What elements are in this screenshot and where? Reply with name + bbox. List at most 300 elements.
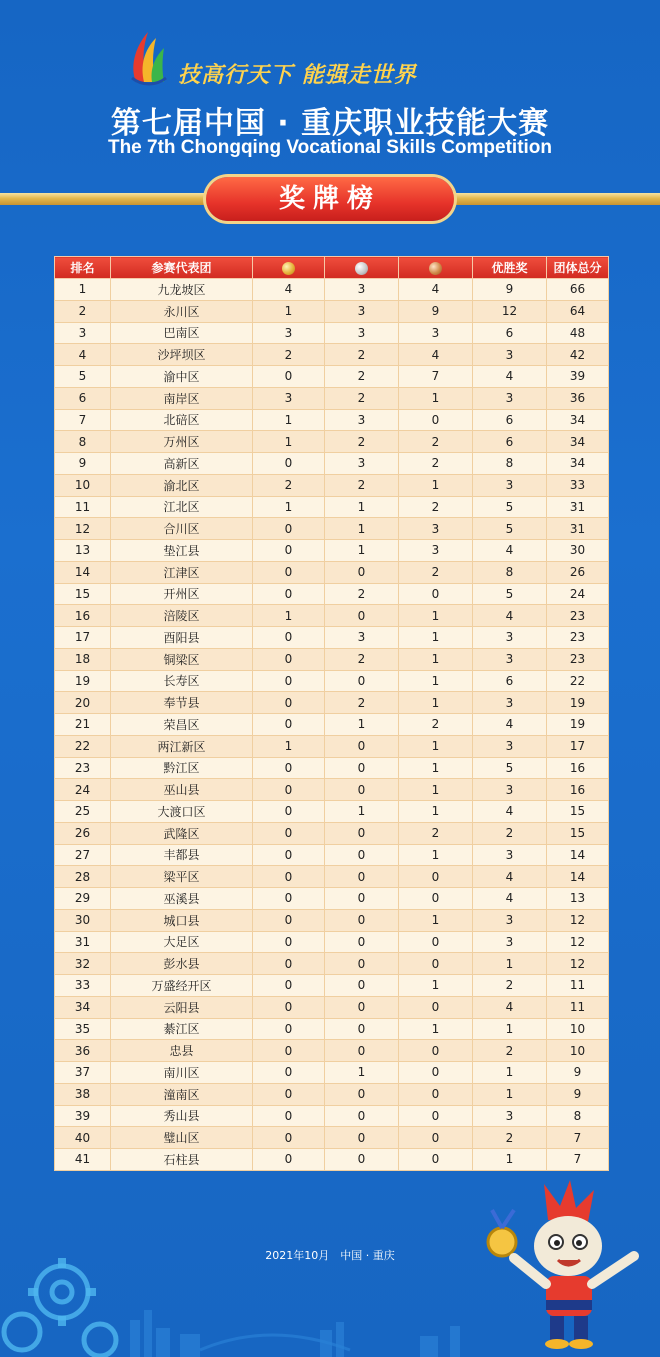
col-excellence-header: 优胜奖 [473,257,547,279]
gold-count-cell: 0 [253,888,325,910]
bronze-count-cell: 0 [399,409,473,431]
team-cell: 大足区 [111,931,253,953]
rank-cell: 26 [55,822,111,844]
table-row [55,670,609,692]
team-cell: 北碚区 [111,409,253,431]
total-score-cell: 31 [547,518,609,540]
silver-count-cell: 3 [325,453,399,475]
silver-count-cell: 2 [325,583,399,605]
total-score-cell: 11 [547,975,609,997]
table-row [55,474,609,496]
silver-count-cell: 3 [325,300,399,322]
table-row [55,1018,609,1040]
table-row [55,518,609,540]
total-score-cell: 10 [547,1018,609,1040]
excellence-count-cell: 3 [473,387,547,409]
bronze-count-cell: 2 [399,453,473,475]
team-cell: 垫江县 [111,540,253,562]
col-silver-header [325,257,399,279]
bronze-count-cell: 0 [399,866,473,888]
bronze-count-cell: 1 [399,692,473,714]
total-score-cell: 15 [547,822,609,844]
gold-count-cell: 0 [253,540,325,562]
total-score-cell: 64 [547,300,609,322]
team-cell: 江津区 [111,561,253,583]
rank-cell: 23 [55,757,111,779]
bronze-count-cell: 1 [399,844,473,866]
gold-count-cell: 0 [253,714,325,736]
excellence-count-cell: 3 [473,627,547,649]
total-score-cell: 12 [547,953,609,975]
gold-count-cell: 0 [253,1105,325,1127]
bronze-count-cell: 1 [399,648,473,670]
bronze-count-cell: 1 [399,1018,473,1040]
team-cell: 秀山县 [111,1105,253,1127]
rank-cell: 25 [55,801,111,823]
gold-count-cell: 1 [253,735,325,757]
bronze-count-cell: 0 [399,996,473,1018]
bronze-count-cell: 1 [399,670,473,692]
rank-cell: 32 [55,953,111,975]
col-bronze-header [399,257,473,279]
table-row [55,779,609,801]
excellence-count-cell: 4 [473,888,547,910]
rank-cell: 2 [55,300,111,322]
bronze-count-cell: 7 [399,366,473,388]
excellence-count-cell: 3 [473,692,547,714]
team-cell: 綦江区 [111,1018,253,1040]
gold-count-cell: 0 [253,1149,325,1171]
team-cell: 永川区 [111,300,253,322]
rank-cell: 34 [55,996,111,1018]
rank-cell: 18 [55,648,111,670]
rank-cell: 9 [55,453,111,475]
rank-cell: 19 [55,670,111,692]
gold-count-cell: 0 [253,801,325,823]
excellence-count-cell: 1 [473,1018,547,1040]
silver-count-cell: 2 [325,431,399,453]
team-cell: 万盛经开区 [111,975,253,997]
total-score-cell: 34 [547,431,609,453]
rank-cell: 29 [55,888,111,910]
bronze-count-cell: 1 [399,735,473,757]
total-score-cell: 23 [547,605,609,627]
gold-count-cell: 0 [253,1127,325,1149]
page-title: 第七届中国 · 重庆职业技能大赛 [110,106,550,141]
gold-count-cell: 0 [253,844,325,866]
silver-count-cell: 0 [325,1127,399,1149]
total-score-cell: 23 [547,627,609,649]
team-cell: 江北区 [111,496,253,518]
bronze-count-cell: 0 [399,1149,473,1171]
rank-cell: 21 [55,714,111,736]
silver-count-cell: 0 [325,996,399,1018]
total-score-cell: 39 [547,366,609,388]
total-score-cell: 33 [547,474,609,496]
header [0,0,660,180]
silver-count-cell: 3 [325,409,399,431]
table-row [55,496,609,518]
gold-count-cell: 0 [253,583,325,605]
gold-count-cell: 0 [253,1018,325,1040]
excellence-count-cell: 4 [473,714,547,736]
bronze-count-cell: 0 [399,1062,473,1084]
bronze-count-cell: 0 [399,1040,473,1062]
gold-count-cell: 1 [253,409,325,431]
city-skyline-icon [120,1300,540,1357]
excellence-count-cell: 4 [473,996,547,1018]
team-cell: 酉阳县 [111,627,253,649]
total-score-cell: 11 [547,996,609,1018]
excellence-count-cell: 4 [473,801,547,823]
total-score-cell: 15 [547,801,609,823]
excellence-count-cell: 8 [473,561,547,583]
excellence-count-cell: 1 [473,1083,547,1105]
gold-count-cell: 0 [253,648,325,670]
excellence-count-cell: 6 [473,409,547,431]
silver-count-cell: 0 [325,670,399,692]
table-row [55,627,609,649]
bronze-count-cell: 2 [399,496,473,518]
bronze-medal-icon [429,262,442,275]
gold-count-cell: 0 [253,931,325,953]
table-row [55,909,609,931]
rank-cell: 31 [55,931,111,953]
silver-count-cell: 0 [325,888,399,910]
table-row [55,344,609,366]
silver-count-cell: 0 [325,1018,399,1040]
total-score-cell: 16 [547,779,609,801]
silver-count-cell: 1 [325,801,399,823]
bronze-count-cell: 3 [399,518,473,540]
team-cell: 万州区 [111,431,253,453]
team-cell: 巫山县 [111,779,253,801]
total-score-cell: 8 [547,1105,609,1127]
silver-count-cell: 2 [325,692,399,714]
team-cell: 武隆区 [111,822,253,844]
rank-cell: 11 [55,496,111,518]
slogan: 技高行天下 能强走世界 [178,62,417,88]
excellence-count-cell: 9 [473,279,547,301]
bronze-count-cell: 1 [399,474,473,496]
table-row [55,844,609,866]
excellence-count-cell: 6 [473,670,547,692]
excellence-count-cell: 12 [473,300,547,322]
col-team-header: 参赛代表团 [111,257,253,279]
excellence-count-cell: 3 [473,648,547,670]
silver-count-cell: 0 [325,909,399,931]
mascot-icon [484,1180,650,1350]
team-cell: 两江新区 [111,735,253,757]
excellence-count-cell: 5 [473,757,547,779]
team-cell: 奉节县 [111,692,253,714]
excellence-count-cell: 6 [473,322,547,344]
rank-cell: 27 [55,844,111,866]
table-row [55,322,609,344]
table-row [55,1040,609,1062]
silver-count-cell: 0 [325,822,399,844]
table-row [55,822,609,844]
team-cell: 开州区 [111,583,253,605]
table-row [55,648,609,670]
silver-count-cell: 0 [325,757,399,779]
team-cell: 梁平区 [111,866,253,888]
gold-count-cell: 0 [253,909,325,931]
gold-count-cell: 0 [253,866,325,888]
gold-count-cell: 0 [253,561,325,583]
table-body [55,279,609,1171]
silver-count-cell: 2 [325,648,399,670]
rank-cell: 15 [55,583,111,605]
gold-count-cell: 0 [253,692,325,714]
excellence-count-cell: 8 [473,453,547,475]
total-score-cell: 9 [547,1062,609,1084]
rank-cell: 38 [55,1083,111,1105]
rank-cell: 30 [55,909,111,931]
table-row [55,1149,609,1171]
rank-cell: 1 [55,279,111,301]
total-score-cell: 26 [547,561,609,583]
table-row [55,387,609,409]
bronze-count-cell: 1 [399,627,473,649]
rank-cell: 13 [55,540,111,562]
bronze-count-cell: 1 [399,605,473,627]
gold-count-cell: 0 [253,1040,325,1062]
total-score-cell: 30 [547,540,609,562]
table-row [55,714,609,736]
gold-count-cell: 3 [253,387,325,409]
medal-table-banner: 奖牌榜 [206,177,454,221]
silver-count-cell: 2 [325,366,399,388]
gold-count-cell: 1 [253,300,325,322]
total-score-cell: 13 [547,888,609,910]
table-header-row [55,257,609,279]
excellence-count-cell: 5 [473,496,547,518]
bronze-count-cell: 4 [399,279,473,301]
table-row [55,1083,609,1105]
silver-count-cell: 0 [325,975,399,997]
gold-count-cell: 4 [253,279,325,301]
silver-count-cell: 0 [325,844,399,866]
team-cell: 大渡口区 [111,801,253,823]
gold-count-cell: 1 [253,496,325,518]
excellence-count-cell: 3 [473,735,547,757]
total-score-cell: 7 [547,1127,609,1149]
total-score-cell: 19 [547,714,609,736]
bronze-count-cell: 1 [399,779,473,801]
rank-cell: 36 [55,1040,111,1062]
excellence-count-cell: 3 [473,474,547,496]
total-score-cell: 22 [547,670,609,692]
table-row [55,409,609,431]
table-row [55,975,609,997]
medal-table [54,256,608,1171]
table-row [55,1105,609,1127]
rank-cell: 4 [55,344,111,366]
table-row [55,735,609,757]
table-row [55,692,609,714]
excellence-count-cell: 2 [473,975,547,997]
total-score-cell: 36 [547,387,609,409]
table-row [55,757,609,779]
total-score-cell: 17 [547,735,609,757]
gold-count-cell: 0 [253,822,325,844]
bronze-count-cell: 2 [399,561,473,583]
col-rank-header: 排名 [55,257,111,279]
silver-count-cell: 2 [325,474,399,496]
silver-count-cell: 1 [325,714,399,736]
excellence-count-cell: 3 [473,344,547,366]
excellence-count-cell: 5 [473,518,547,540]
gold-count-cell: 2 [253,474,325,496]
excellence-count-cell: 6 [473,431,547,453]
team-cell: 铜梁区 [111,648,253,670]
silver-count-cell: 0 [325,735,399,757]
silver-count-cell: 2 [325,387,399,409]
team-cell: 丰都县 [111,844,253,866]
rank-cell: 20 [55,692,111,714]
bronze-count-cell: 3 [399,322,473,344]
gold-count-cell: 0 [253,1083,325,1105]
table-row [55,453,609,475]
table-row [55,931,609,953]
excellence-count-cell: 4 [473,366,547,388]
excellence-count-cell: 3 [473,931,547,953]
team-cell: 南岸区 [111,387,253,409]
silver-count-cell: 3 [325,322,399,344]
gold-count-cell: 0 [253,518,325,540]
total-score-cell: 16 [547,757,609,779]
team-cell: 黔江区 [111,757,253,779]
silver-count-cell: 0 [325,1040,399,1062]
excellence-count-cell: 4 [473,540,547,562]
team-cell: 石柱县 [111,1149,253,1171]
total-score-cell: 23 [547,648,609,670]
gold-count-cell: 0 [253,1062,325,1084]
competition-logo-icon [128,28,168,86]
total-score-cell: 12 [547,931,609,953]
total-score-cell: 42 [547,344,609,366]
total-score-cell: 14 [547,844,609,866]
silver-count-cell: 0 [325,931,399,953]
gold-count-cell: 1 [253,431,325,453]
total-score-cell: 34 [547,409,609,431]
excellence-count-cell: 1 [473,1149,547,1171]
team-cell: 彭水县 [111,953,253,975]
bronze-count-cell: 0 [399,953,473,975]
rank-cell: 41 [55,1149,111,1171]
gold-count-cell: 0 [253,953,325,975]
excellence-count-cell: 4 [473,605,547,627]
team-cell: 合川区 [111,518,253,540]
team-cell: 璧山区 [111,1127,253,1149]
team-cell: 渝中区 [111,366,253,388]
bronze-count-cell: 3 [399,540,473,562]
table-row [55,300,609,322]
total-score-cell: 34 [547,453,609,475]
rank-cell: 22 [55,735,111,757]
gold-count-cell: 0 [253,627,325,649]
rank-cell: 6 [55,387,111,409]
total-score-cell: 66 [547,279,609,301]
table-row [55,1127,609,1149]
gold-count-cell: 0 [253,670,325,692]
excellence-count-cell: 3 [473,909,547,931]
gold-count-cell: 0 [253,996,325,1018]
footer-date-location: 2021年10月 中国 · 重庆 [265,1249,395,1262]
bronze-count-cell: 2 [399,431,473,453]
silver-count-cell: 0 [325,953,399,975]
bronze-count-cell: 2 [399,714,473,736]
gold-count-cell: 0 [253,975,325,997]
bronze-count-cell: 0 [399,931,473,953]
silver-count-cell: 1 [325,496,399,518]
silver-count-cell: 0 [325,1149,399,1171]
team-cell: 城口县 [111,909,253,931]
excellence-count-cell: 2 [473,822,547,844]
rank-cell: 14 [55,561,111,583]
team-cell: 云阳县 [111,996,253,1018]
rank-cell: 5 [55,366,111,388]
silver-count-cell: 3 [325,279,399,301]
rank-cell: 3 [55,322,111,344]
silver-medal-icon [355,262,368,275]
team-cell: 南川区 [111,1062,253,1084]
silver-count-cell: 1 [325,518,399,540]
col-gold-header [253,257,325,279]
bronze-count-cell: 0 [399,888,473,910]
total-score-cell: 24 [547,583,609,605]
total-score-cell: 7 [547,1149,609,1171]
table-row [55,1062,609,1084]
rank-cell: 39 [55,1105,111,1127]
total-score-cell: 12 [547,909,609,931]
rank-cell: 35 [55,1018,111,1040]
rank-cell: 40 [55,1127,111,1149]
bronze-count-cell: 2 [399,822,473,844]
bronze-count-cell: 1 [399,387,473,409]
gold-count-cell: 0 [253,779,325,801]
rank-cell: 10 [55,474,111,496]
excellence-count-cell: 3 [473,844,547,866]
table-row [55,366,609,388]
excellence-count-cell: 5 [473,583,547,605]
bronze-count-cell: 0 [399,1105,473,1127]
bronze-count-cell: 0 [399,1127,473,1149]
table-row [55,605,609,627]
bronze-count-cell: 0 [399,583,473,605]
gold-count-cell: 2 [253,344,325,366]
table-row [55,953,609,975]
silver-count-cell: 1 [325,1062,399,1084]
team-cell: 渝北区 [111,474,253,496]
excellence-count-cell: 4 [473,866,547,888]
silver-count-cell: 0 [325,1083,399,1105]
table-row [55,279,609,301]
silver-count-cell: 0 [325,866,399,888]
team-cell: 涪陵区 [111,605,253,627]
rank-cell: 24 [55,779,111,801]
table-row [55,431,609,453]
gold-medal-icon [282,262,295,275]
silver-count-cell: 2 [325,344,399,366]
bronze-count-cell: 4 [399,344,473,366]
bronze-count-cell: 1 [399,757,473,779]
silver-count-cell: 0 [325,1105,399,1127]
excellence-count-cell: 3 [473,1105,547,1127]
silver-count-cell: 1 [325,540,399,562]
total-score-cell: 31 [547,496,609,518]
